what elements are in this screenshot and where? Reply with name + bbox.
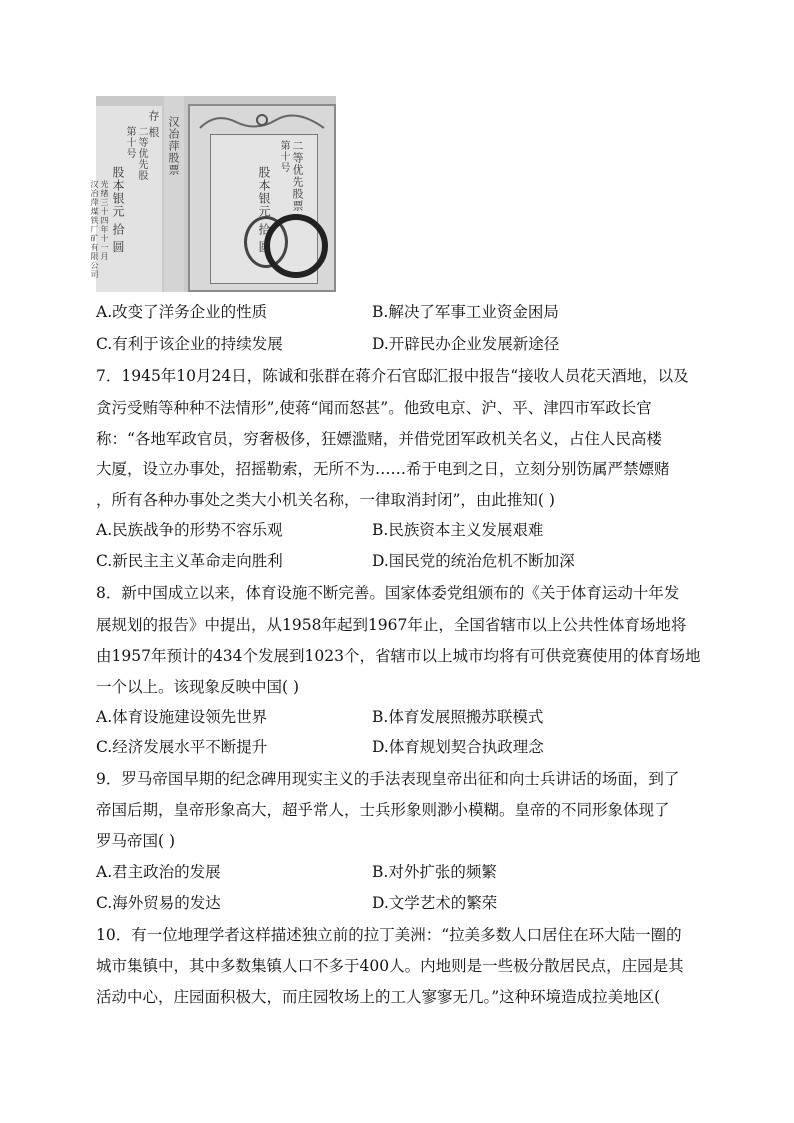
q7-option-a: A.民族战争的形势不容乐观 <box>96 521 283 539</box>
stub-text-2: 第十号 <box>124 126 135 159</box>
q7-option-d: D.国民党的统治危机不断加深 <box>372 552 575 570</box>
q9-option-c: C.海外贸易的发达 <box>96 894 221 912</box>
q7-line-3: 称：“各地军政官员，穷奢极侈，狂嫖滥赌，并借党团军政机关名义，占住人民高楼 <box>96 430 662 448</box>
q8-option-c: C.经济发展水平不断提升 <box>96 738 268 756</box>
q8-option-a: A.体育设施建设领先世界 <box>96 708 268 726</box>
q7-option-b: B.民族资本主义发展艰难 <box>372 521 544 539</box>
share-certificate-image <box>90 96 336 292</box>
q7-line-2: 贪污受贿等种种不法情形”,使蒋“闻而怒甚”。他致电京、沪、平、津四市军政长官 <box>96 399 652 417</box>
stub-text-3: 股本银元 拾 圆 <box>111 166 125 254</box>
stub-text-1: 二等优先股 <box>136 126 147 181</box>
q9-line-1: 9．罗马帝国早期的纪念碑用现实主义的手法表现皇帝出征和向士兵讲话的场面，到了 <box>96 770 680 788</box>
stub-title: 存 根 <box>147 110 160 139</box>
q9-line-3: 罗马帝国( ) <box>96 832 176 850</box>
q9-line-2: 帝国后期，皇帝形象高大，超乎常人，士兵形象则渺小模糊。皇帝的不同形象体现了 <box>96 801 670 819</box>
q8-line-1: 8．新中国成立以来，体育设施不断完善。国家体委党组颁布的《关于体育运动十年发 <box>96 584 680 602</box>
q9-option-b: B.对外扩张的频繁 <box>372 863 497 881</box>
q7-line-1: 7．1945年10月24日，陈诚和张群在蒋介石官邸汇报中报告“接收人员花天酒地，以及 <box>96 367 689 385</box>
stub-text-5: 汉冶萍煤铁厂矿有限公司 <box>90 180 99 279</box>
q7-line-5: ，所有各种办事处之类大小机关名称，一律取消封闭”，由此推知( ) <box>96 491 555 509</box>
q10-line-2: 城市集镇中，其中多数集镇人口不多于400人。内地则是一些极分散居民点，庄园是其 <box>96 957 684 975</box>
dragon-ornament-icon <box>196 108 328 134</box>
strip-text: 汉冶萍股票 <box>167 116 180 176</box>
q7-option-c: C.新民主主义革命走向胜利 <box>96 552 283 570</box>
q8-line-2: 展规划的报告》中提出，从1958年起到1967年止，全国省辖市以上公共性体育场地将 <box>96 616 687 634</box>
q8-line-3: 由1957年预计的434个发展到1023个，省辖市以上城市均将有可供竞赛使用的体育场地 <box>96 647 701 665</box>
q7-line-4: 大厦，设立办事处，招摇勒索，无所不为……希于电到之日，立刻分别饬属严禁嫖赌 <box>96 460 670 478</box>
seal-stamp-icon <box>264 214 328 278</box>
stub-text-4: 光绪三十四年十一月 <box>100 180 109 261</box>
q10-line-1: 10．有一位地理学者这样描述独立前的拉丁美洲：“拉美多数人口居住在环大陆一圈的 <box>96 926 682 944</box>
cert-sub: 第十号 <box>278 140 289 173</box>
cert-body: 股本银元 拾 圆 <box>257 166 271 254</box>
q6-option-d: D.开辟民办企业发展新途径 <box>372 335 560 353</box>
q6-option-a: A.改变了洋务企业的性质 <box>96 303 268 321</box>
q8-option-d: D.体育规划契合执政理念 <box>372 738 544 756</box>
cert-header: 二等优先股票 <box>291 140 304 212</box>
q9-option-a: A.君主政治的发展 <box>96 863 221 881</box>
q9-option-d: D.文学艺术的繁荣 <box>372 894 498 912</box>
q10-line-3: 活动中心，庄园面积极大，而庄园牧场上的工人寥寥无几。”这种环境造成拉美地区( <box>96 988 661 1006</box>
q8-line-4: 一个以上。该现象反映中国( ) <box>96 678 300 696</box>
q6-option-c: C.有利于该企业的持续发展 <box>96 335 283 353</box>
q8-option-b: B.体育发展照搬苏联模式 <box>372 708 544 726</box>
q6-option-b: B.解决了军事工业资金困局 <box>372 303 559 321</box>
